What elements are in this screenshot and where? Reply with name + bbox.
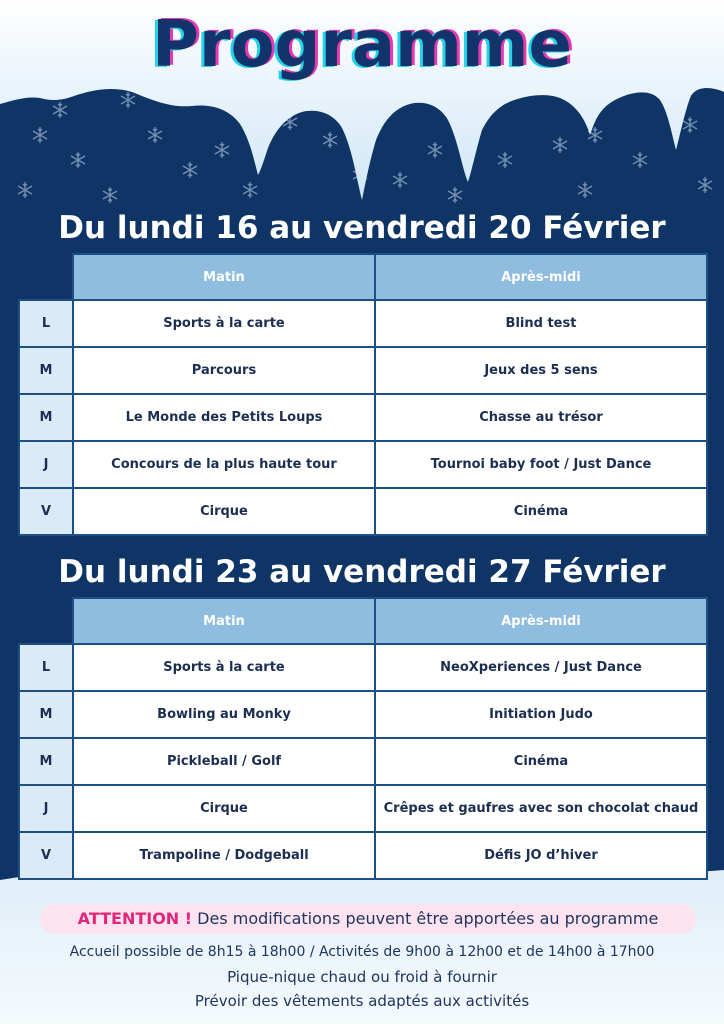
day-cell: V — [19, 832, 73, 879]
table-row — [19, 441, 707, 488]
day-cell: M — [19, 691, 73, 738]
table-header-row — [19, 598, 707, 644]
afternoon-cell: Cinéma — [375, 738, 707, 785]
table-row — [19, 488, 707, 535]
day-cell: M — [19, 394, 73, 441]
header-corner — [19, 254, 73, 300]
morning-cell: Concours de la plus haute tour — [73, 441, 375, 488]
morning-cell: Sports à la carte — [73, 644, 375, 691]
afternoon-cell: Blind test — [375, 300, 707, 347]
notice-label: ATTENTION ! — [77, 909, 193, 928]
morning-cell: Parcours — [73, 347, 375, 394]
table-row — [19, 832, 707, 879]
morning-cell: Cirque — [73, 785, 375, 832]
notice-text: Des modifications peuvent être apportées au programme — [197, 909, 659, 928]
morning-cell: Cirque — [73, 488, 375, 535]
afternoon-cell: Chasse au trésor — [375, 394, 707, 441]
table-row — [19, 644, 707, 691]
header-morning: Matin — [73, 254, 375, 300]
week-1-heading: Du lundi 16 au vendredi 20 Février — [58, 210, 666, 246]
day-cell: J — [19, 441, 73, 488]
morning-cell: Le Monde des Petits Loups — [73, 394, 375, 441]
week-2-schedule-table — [18, 597, 708, 880]
day-cell: V — [19, 488, 73, 535]
table-header-row — [19, 254, 707, 300]
day-cell: L — [19, 300, 73, 347]
table-row — [19, 738, 707, 785]
header-afternoon: Après-midi — [375, 254, 707, 300]
table-row — [19, 300, 707, 347]
clothing-note: Prévoir des vêtements adaptés aux activités — [194, 992, 530, 1010]
morning-cell: Trampoline / Dodgeball — [73, 832, 375, 879]
picnic-note: Pique-nique chaud ou froid à fournir — [227, 968, 497, 986]
day-cell: L — [19, 644, 73, 691]
afternoon-cell: Cinéma — [375, 488, 707, 535]
afternoon-cell: Crêpes et gaufres avec son chocolat chaud — [375, 785, 707, 832]
week-1-schedule-table — [18, 253, 708, 536]
table-row — [19, 347, 707, 394]
day-cell: M — [19, 347, 73, 394]
morning-cell: Bowling au Monky — [73, 691, 375, 738]
notice-banner — [40, 904, 696, 934]
header-corner — [19, 598, 73, 644]
header-afternoon: Après-midi — [375, 598, 707, 644]
morning-cell: Pickleball / Golf — [73, 738, 375, 785]
week-2-heading: Du lundi 23 au vendredi 27 Février — [58, 554, 666, 590]
page-title: Programme — [152, 8, 572, 82]
morning-cell: Sports à la carte — [73, 300, 375, 347]
day-cell: J — [19, 785, 73, 832]
afternoon-cell: Initiation Judo — [375, 691, 707, 738]
opening-hours-text: Accueil possible de 8h15 à 18h00 / Activités de 9h00 à 12h00 et de 14h00 à 17h00 — [69, 944, 655, 960]
table-row — [19, 785, 707, 832]
table-row — [19, 691, 707, 738]
afternoon-cell: Défis JO d’hiver — [375, 832, 707, 879]
afternoon-cell: Jeux des 5 sens — [375, 347, 707, 394]
header-morning: Matin — [73, 598, 375, 644]
day-cell: M — [19, 738, 73, 785]
afternoon-cell: Tournoi baby foot / Just Dance — [375, 441, 707, 488]
table-row — [19, 394, 707, 441]
afternoon-cell: NeoXperiences / Just Dance — [375, 644, 707, 691]
